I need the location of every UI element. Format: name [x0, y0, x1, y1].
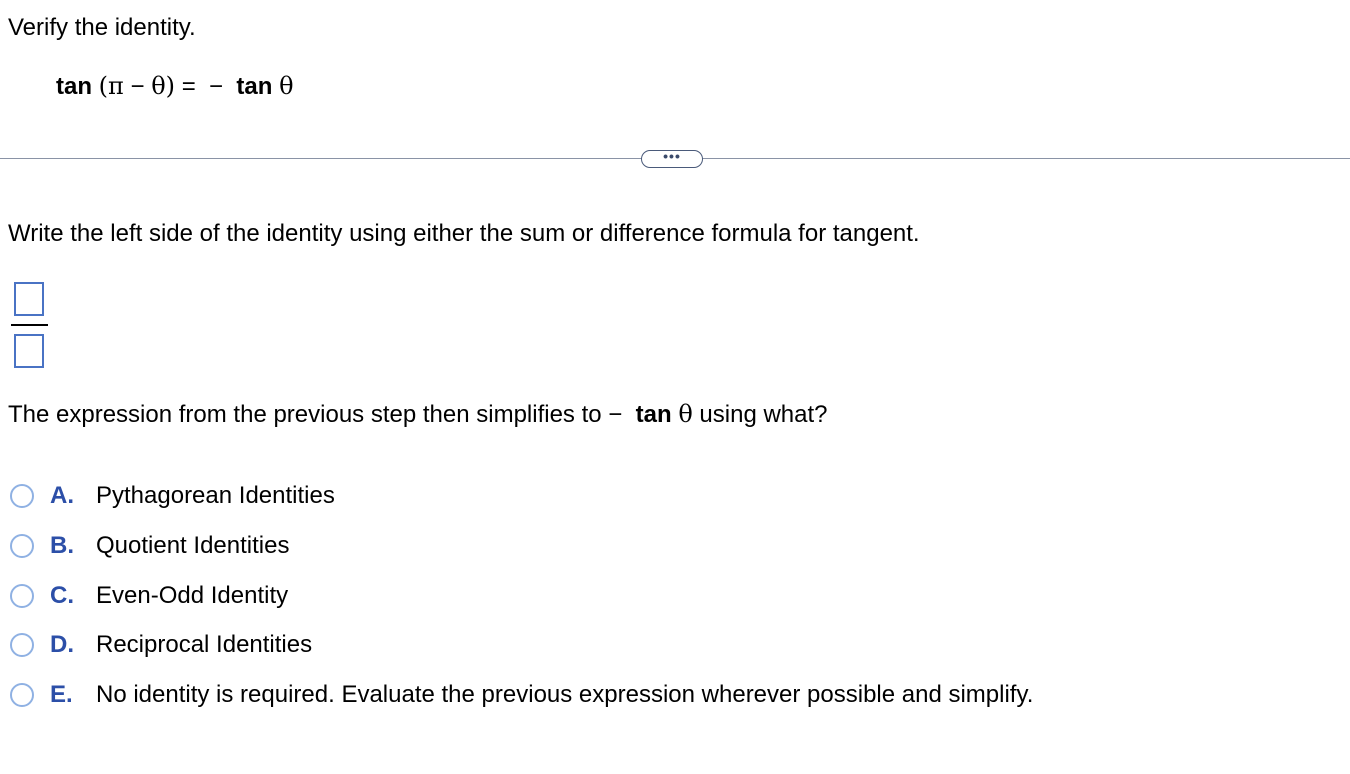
question-func: tan [635, 401, 672, 428]
option-letter: C. [50, 582, 74, 609]
question-sign: − [608, 401, 623, 428]
radio-button-icon[interactable] [10, 683, 34, 707]
question-theta: θ [678, 400, 693, 428]
question-text-after: using what? [692, 401, 828, 428]
question-text [8, 400, 828, 429]
identity-rhs-sign: − [209, 73, 224, 100]
identity-lhs-minus: − [130, 73, 145, 100]
option-b[interactable] [10, 531, 289, 561]
option-a[interactable] [10, 481, 335, 511]
radio-button-icon[interactable] [10, 534, 34, 558]
option-label: Reciprocal Identities [96, 631, 313, 658]
prompt-text: Verify the identity. [8, 14, 196, 41]
identity-lhs-func: tan [56, 73, 92, 100]
radio-button-icon[interactable] [10, 484, 34, 508]
option-e[interactable] [10, 680, 1033, 710]
identity-lhs-paren-open: ( [98, 72, 109, 100]
step1-instruction: Write the left side of the identity using either the sum or difference formula for tangent. [8, 220, 920, 247]
identity-rhs-theta: θ [279, 72, 294, 100]
denominator-input[interactable] [14, 334, 44, 368]
identity-lhs-paren-close: ) [165, 72, 176, 100]
option-letter: A. [50, 482, 74, 509]
option-d[interactable] [10, 630, 312, 660]
option-label: No identity is required. Evaluate the previous expression wherever possible and simplify. [96, 681, 1034, 708]
identity-equals: = [181, 73, 196, 100]
show-more-button[interactable] [641, 150, 703, 168]
radio-button-icon[interactable] [10, 584, 34, 608]
option-letter: E. [50, 681, 73, 708]
identity-lhs-theta: θ [151, 72, 166, 100]
option-letter: B. [50, 532, 74, 559]
identity-equation [56, 72, 294, 101]
radio-button-icon[interactable] [10, 633, 34, 657]
option-c[interactable] [10, 581, 288, 611]
fraction-bar [11, 324, 48, 326]
ellipsis-icon: ••• [663, 148, 681, 164]
question-text-before: The expression from the previous step then simplifies to [8, 401, 609, 428]
numerator-input[interactable] [14, 282, 44, 316]
option-letter: D. [50, 631, 74, 658]
option-label: Pythagorean Identities [96, 482, 335, 509]
option-label: Even-Odd Identity [96, 582, 289, 609]
option-label: Quotient Identities [96, 532, 290, 559]
identity-rhs-func: tan [236, 73, 273, 100]
identity-lhs-pi: π [108, 72, 124, 100]
